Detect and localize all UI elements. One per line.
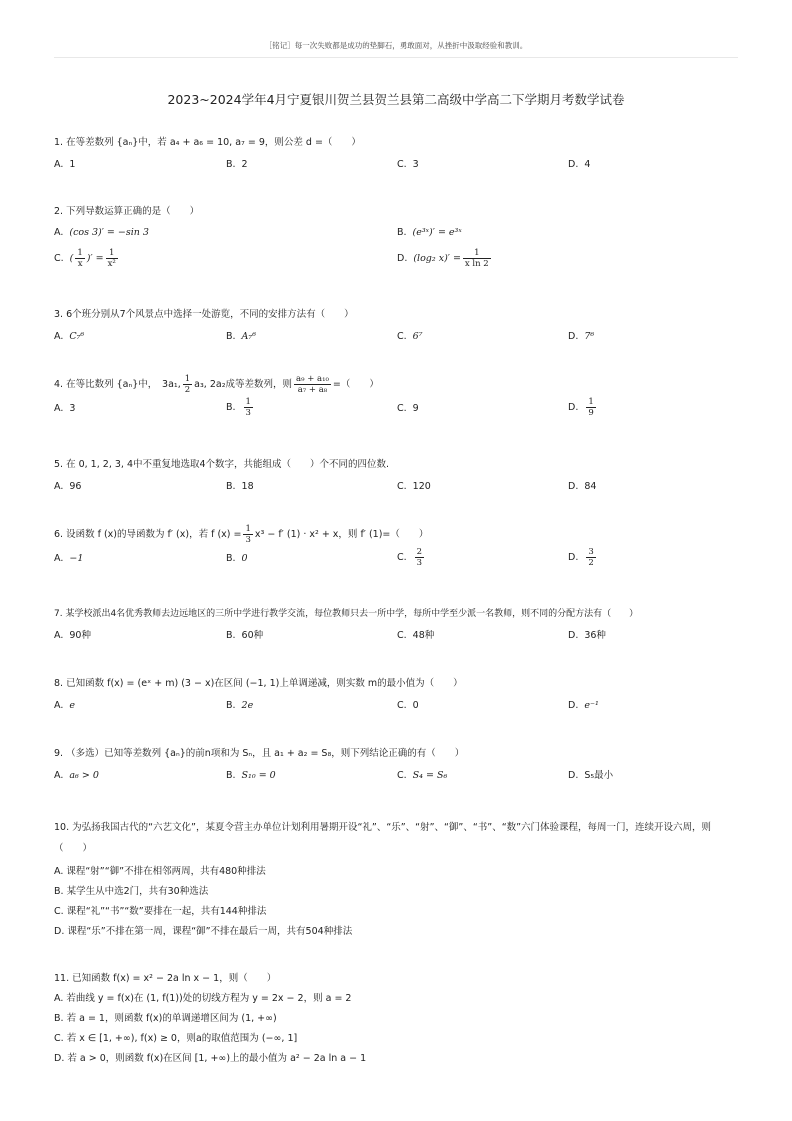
- option-text: 0: [412, 700, 419, 711]
- option-tag: C.: [397, 403, 407, 414]
- fraction: $\frac{\text{a₉ + a₁₀}}{\text{a₇ + a₈}}$: [296, 374, 329, 395]
- question-8: [54, 677, 744, 713]
- option-row: [54, 699, 744, 713]
- option-text: S₁₀ = 0: [241, 770, 276, 781]
- option-text: 课程“射”“御”不排在相邻两周，共有480种排法: [66, 866, 266, 877]
- option-text: C₇⁶: [69, 331, 85, 342]
- question-10: [54, 817, 744, 939]
- option-text: 3: [412, 159, 419, 170]
- option-row: [54, 226, 744, 240]
- paren-open: (: [69, 253, 74, 264]
- option-d[interactable]: [568, 629, 606, 643]
- option-tag: D.: [568, 481, 579, 492]
- option-tag: D.: [568, 552, 579, 563]
- option-b[interactable]: [226, 158, 248, 172]
- option-text: 若曲线 y = f(x)在 (1, f(1))处的切线方程为 y = 2x − 2，则 a = 2: [66, 993, 352, 1004]
- page-title: 2023~2024学年4月宁夏银川贺兰县贺兰县第二高级中学高二下学期月考数学试卷: [167, 92, 625, 107]
- option-tag: D.: [54, 1053, 65, 1064]
- option-row: [54, 330, 744, 344]
- option-d[interactable]: [568, 547, 598, 568]
- option-tag: A.: [54, 331, 64, 342]
- option-tag: A.: [54, 403, 64, 414]
- option-tag: B.: [226, 770, 236, 781]
- option-text: 9: [412, 403, 419, 414]
- question-4: [54, 374, 744, 421]
- option-d[interactable]: [568, 330, 594, 344]
- option-tag: C.: [54, 253, 64, 264]
- option-c[interactable]: [397, 699, 419, 713]
- option-text: S₅最小: [584, 770, 614, 781]
- option-tag: D.: [568, 630, 579, 641]
- fraction: $\frac{1}{3}$: [245, 524, 251, 545]
- option-text: a₆ > 0: [69, 770, 99, 781]
- option-a[interactable]: [54, 769, 99, 783]
- question-stem: 9. （多选）已知等差数列 {aₙ}的前n项和为 Sₙ，且 a₁ + a₂ = S₈，则下列结论正确的有（ ）: [54, 748, 465, 759]
- option-c[interactable]: [54, 1032, 744, 1046]
- question-stem: 10. 为弘扬我国古代的“六艺文化”，某夏令营主办单位计划利用暑期开设“礼”、“乐”、“射”、“御”、“书”、“数”六门体验课程，每周一门，连续开设六周，则（ ）: [54, 822, 712, 854]
- option-tag: B.: [226, 700, 236, 711]
- option-b[interactable]: [226, 769, 276, 783]
- option-list: [54, 992, 744, 1066]
- option-tag: D.: [568, 331, 579, 342]
- option-text: −1: [69, 553, 84, 564]
- option-b[interactable]: [226, 629, 263, 643]
- fraction: $\frac{2}{3}$: [416, 547, 423, 568]
- option-a[interactable]: [54, 480, 81, 494]
- option-c[interactable]: [54, 248, 120, 269]
- question-stem: 11. 已知函数 f(x) = x² − 2a ln x − 1，则（ ）: [54, 973, 277, 984]
- option-a[interactable]: [54, 699, 75, 713]
- question-stem: 3. 6个班分别从7个风景点中选择一处游览，不同的安排方法有（ ）: [54, 309, 354, 320]
- option-tag: C.: [397, 331, 407, 342]
- option-b[interactable]: [54, 1012, 744, 1026]
- option-c[interactable]: [397, 330, 423, 344]
- option-b[interactable]: [226, 397, 255, 418]
- option-text: e⁻¹: [584, 700, 599, 711]
- option-tag: B.: [397, 227, 407, 238]
- fraction: $\frac{3}{2}$: [588, 547, 594, 568]
- option-row: [54, 769, 744, 783]
- option-text: 120: [412, 481, 431, 492]
- option-text: 2: [241, 159, 248, 170]
- option-tag: A.: [54, 630, 64, 641]
- option-tag: C.: [397, 552, 407, 563]
- option-tag: C.: [397, 770, 407, 781]
- option-d[interactable]: [568, 769, 613, 783]
- option-tag: B.: [226, 553, 236, 564]
- option-tag: B.: [54, 1013, 64, 1024]
- option-row: [54, 158, 744, 172]
- option-d[interactable]: [397, 248, 493, 269]
- option-tag: C.: [397, 481, 407, 492]
- option-a[interactable]: [54, 330, 84, 344]
- option-b[interactable]: [226, 330, 256, 344]
- option-row: [54, 629, 744, 643]
- option-tag: A.: [54, 770, 64, 781]
- option-row: [54, 397, 744, 421]
- option-tag: D.: [397, 253, 408, 264]
- option-d[interactable]: [54, 925, 744, 939]
- option-row: [54, 480, 744, 494]
- option-row: [54, 547, 744, 571]
- option-text: 60种: [241, 630, 264, 641]
- option-text: 7⁶: [584, 331, 595, 342]
- header-note: ［铭记］每一次失败都是成功的垫脚石，勇敢面对，从挫折中汲取经验和教训。: [264, 41, 528, 50]
- option-text: 2e: [241, 700, 254, 711]
- question-1: [54, 136, 744, 172]
- option-d[interactable]: [568, 699, 599, 713]
- option-tag: D.: [568, 159, 579, 170]
- option-tag: A.: [54, 700, 64, 711]
- option-a[interactable]: [54, 158, 75, 172]
- option-a[interactable]: [54, 992, 744, 1006]
- option-list: [54, 865, 744, 939]
- question-2: [54, 205, 744, 269]
- option-text: A₇⁶: [241, 331, 257, 342]
- question-stem: 1. 在等差数列 {aₙ}中，若 a₄ + a₆ = 10, a₇ = 9，则公差 d =（ ）: [54, 137, 361, 148]
- option-text: (e³ˣ)′ = e³ˣ: [412, 227, 462, 238]
- fraction: $\frac{1}{9}$: [588, 397, 594, 418]
- option-text: 36种: [584, 630, 606, 641]
- option-text: (cos 3)′ = −sin 3: [69, 227, 149, 238]
- option-text: 若 x ∈ [1, +∞), f(x) ≥ 0，则a的取值范围为 (−∞, 1]: [66, 1033, 298, 1044]
- option-text: 90种: [69, 630, 91, 641]
- option-text: 6⁷: [412, 331, 423, 342]
- option-row: [54, 244, 744, 269]
- option-tag: B.: [226, 481, 236, 492]
- option-b[interactable]: [54, 885, 744, 899]
- option-tag: B.: [226, 402, 236, 413]
- option-tag: C.: [397, 159, 407, 170]
- option-text: 若 a > 0，则函数 f(x)在区间 [1, +∞)上的最小值为 a² − 2a ln a − 1: [67, 1053, 367, 1064]
- option-tag: A.: [54, 553, 64, 564]
- option-text: 课程“乐”不排在第一周，课程“御”不排在最后一周，共有504种排法: [67, 926, 353, 937]
- option-text: 48种: [412, 630, 435, 641]
- option-d[interactable]: [568, 397, 598, 418]
- header-divider: [54, 57, 738, 58]
- option-text: 4: [584, 159, 591, 170]
- option-tag: A.: [54, 481, 64, 492]
- option-b[interactable]: [397, 226, 462, 240]
- option-tag: B.: [226, 630, 236, 641]
- option-c[interactable]: [54, 905, 744, 919]
- option-text: S₄ = S₆: [412, 770, 448, 781]
- option-text: 1: [69, 159, 76, 170]
- option-text: 96: [69, 481, 82, 492]
- option-c[interactable]: [397, 547, 426, 568]
- question-stem: 8. 已知函数 f(x) = (eˣ + m) (3 − x)在区间 (−1, 1)上单调递减，则实数 m的最小值为（ ）: [54, 678, 463, 689]
- question-5: [54, 458, 744, 494]
- question-7: [54, 607, 744, 643]
- option-tag: A.: [54, 866, 64, 877]
- option-tag: D.: [568, 770, 579, 781]
- option-tag: C.: [397, 630, 407, 641]
- question-stem: 6. 设函数 f (x)的导函数为 f′ (x)，若 f (x) = $\frac{1}{3}$ x³ − f′ (1) · x² + x，则 f′ (1)=（ ）: [54, 524, 429, 545]
- option-text: e: [69, 700, 75, 711]
- option-a[interactable]: [54, 552, 83, 566]
- option-tag: A.: [54, 227, 64, 238]
- option-tag: C.: [54, 906, 64, 917]
- option-text: 某学生从中选2门，共有30种选法: [66, 886, 209, 897]
- fraction: $\frac{1}{\text{x ln 2}}$: [464, 248, 489, 269]
- option-b[interactable]: [226, 699, 253, 713]
- option-d[interactable]: [54, 1052, 744, 1066]
- option-a[interactable]: [54, 226, 149, 240]
- question-stem: 2. 下列导数运算正确的是（ ）: [54, 206, 200, 217]
- option-d[interactable]: [568, 480, 596, 494]
- option-tag: A.: [54, 993, 64, 1004]
- option-tag: D.: [54, 926, 65, 937]
- option-tag: D.: [568, 700, 579, 711]
- question-stem: 7. 某学校派出4名优秀教师去边远地区的三所中学进行教学交流，每位教师只去一所中学，每所中学至少派一名教师，则不同的分配方法有（ ）: [54, 609, 639, 619]
- option-a[interactable]: [54, 402, 75, 416]
- option-text: 若 a = 1，则函数 f(x)的单调递增区间为 (1, +∞): [66, 1013, 277, 1024]
- option-text: 课程“礼”“书”“数”要排在一起，共有144种排法: [66, 906, 267, 917]
- question-11: [54, 972, 744, 1066]
- option-tag: D.: [568, 402, 579, 413]
- fraction: $\frac{1}{x}$: [77, 248, 83, 269]
- question-stem: 4. 在等比数列 {aₙ}中， 3a₁, $\frac{1}{2}$ a₃, 2a₂成等差数列，则 $\frac{\text{a₉ + a₁₀}}{\text{a₇ + a₈}}$ =（ ）: [54, 374, 379, 395]
- option-text: 84: [584, 481, 597, 492]
- option-b[interactable]: [226, 480, 254, 494]
- option-text: 0: [241, 553, 248, 564]
- option-d[interactable]: [568, 158, 590, 172]
- option-tag: C.: [397, 700, 407, 711]
- option-tag: B.: [226, 159, 236, 170]
- option-c[interactable]: [397, 769, 447, 783]
- fraction: $\frac{1}{3}$: [245, 397, 251, 418]
- option-c[interactable]: [397, 480, 431, 494]
- option-a[interactable]: [54, 629, 91, 643]
- question-9: [54, 747, 744, 783]
- option-b[interactable]: [226, 552, 248, 566]
- question-6: [54, 524, 744, 571]
- option-tag: C.: [54, 1033, 64, 1044]
- option-text: (log₂ x)′ =: [413, 253, 461, 264]
- option-tag: B.: [226, 331, 236, 342]
- option-text: )′ =: [86, 253, 104, 264]
- option-tag: A.: [54, 159, 64, 170]
- option-tag: B.: [54, 886, 64, 897]
- option-a[interactable]: [54, 865, 744, 879]
- fraction: $\frac{1}{2}$: [184, 374, 191, 395]
- option-c[interactable]: [397, 158, 419, 172]
- fraction: $\frac{1}{\text{x²}}$: [107, 248, 116, 269]
- question-stem: 5. 在 0, 1, 2, 3, 4中不重复地选取4个数字，共能组成（ ）个不同的四位数.: [54, 459, 390, 470]
- option-text: 18: [241, 481, 254, 492]
- option-text: 3: [69, 403, 76, 414]
- option-c[interactable]: [397, 402, 419, 416]
- question-3: [54, 308, 744, 344]
- option-c[interactable]: [397, 629, 434, 643]
